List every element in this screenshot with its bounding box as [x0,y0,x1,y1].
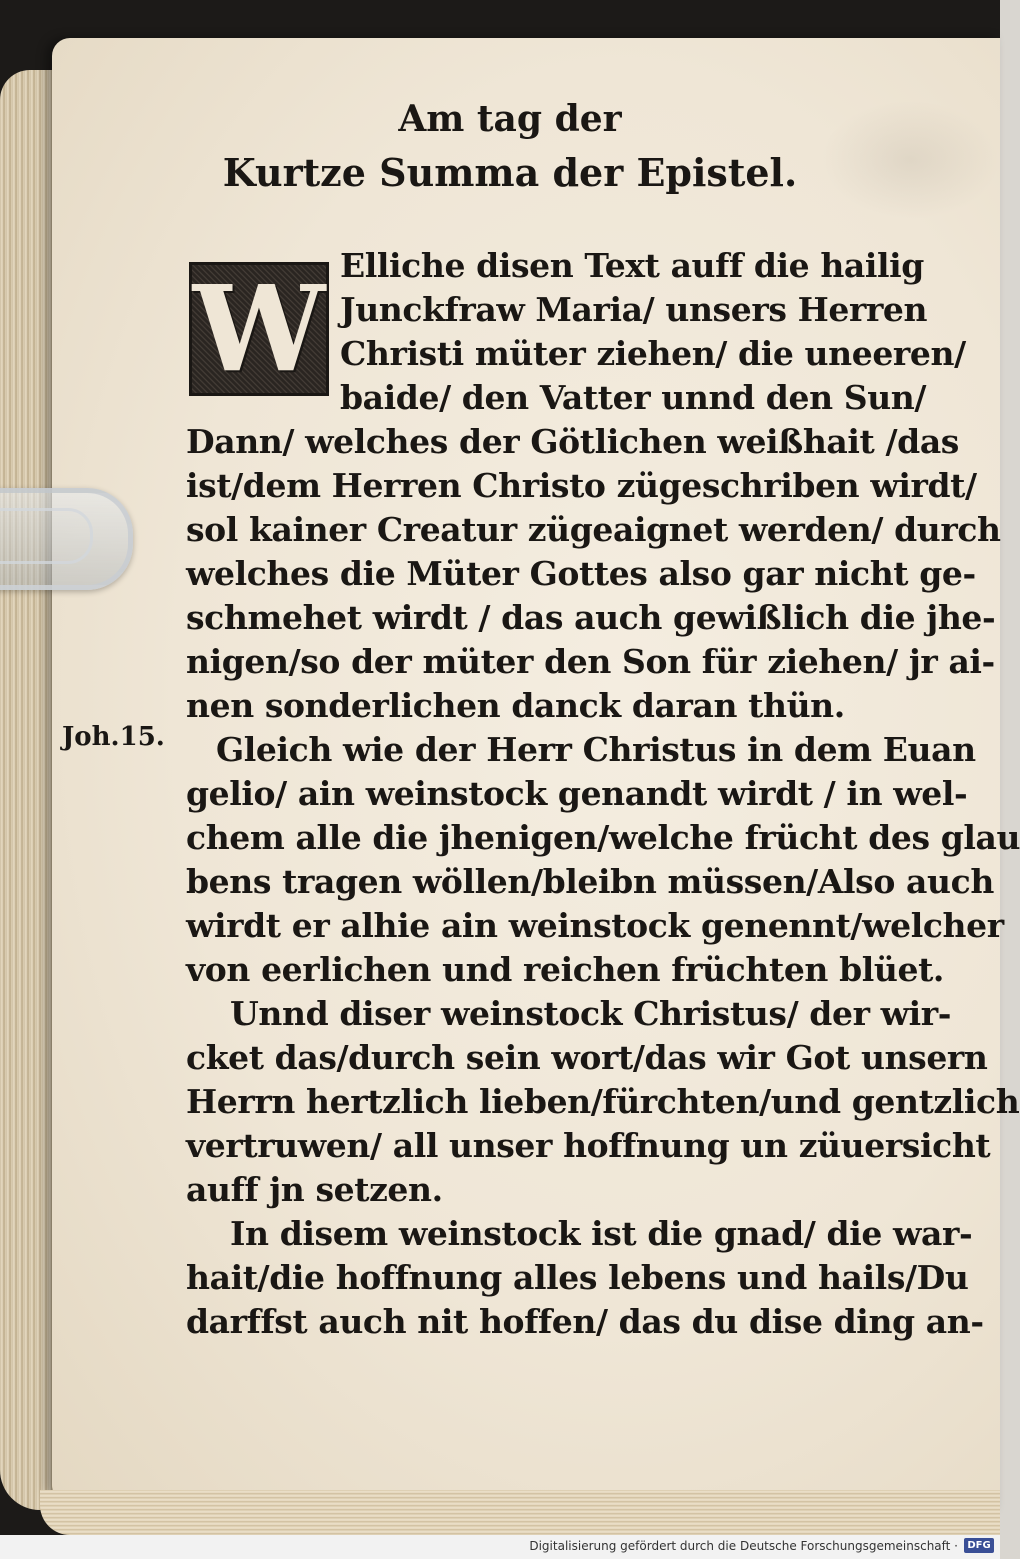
body-line: cket das/durch sein wort/das wir Got unsern [186,1038,988,1077]
body-line: welches die Müter Gottes also gar nicht ge- [186,554,976,593]
heading-line-1: Am tag der [398,98,622,140]
body-line: hait/die hoffnung alles lebens und hails/Du [186,1258,969,1297]
body-line: Christi müter ziehen/ die uneeren/ [340,334,966,373]
body-line: bens tragen wöllen/bleibn müssen/Also auch [186,862,994,901]
body-line: nigen/so der müter den Son für ziehen/ jr ai- [186,642,995,681]
page-holder-clip-inner [0,508,93,564]
body-line: Unnd diser weinstock Christus/ der wir- [230,994,952,1033]
body-line: In disem weinstock ist die gnad/ die war- [230,1214,973,1253]
heading-line-2: Kurtze Summa der Epistel. [222,150,798,195]
body-line: gelio/ ain weinstock genandt wirdt / in wel- [186,774,968,813]
body-line: wirdt er alhie ain weinstock genennt/welcher [186,906,1004,945]
body-line: schmehet wirdt / das auch gewißlich die jhe- [186,598,996,637]
footer-credit: Digitalisierung gefördert durch die Deutsche Forschungsgemeinschaft · [529,1539,958,1553]
decorated-initial [189,259,329,398]
body-line: ist/dem Herren Christo zügeschriben wirdt/ [186,466,977,505]
body-line: chem alle die jhenigen/welche frücht des glau [186,818,1020,857]
margin-note: Joh.15. [62,722,165,752]
body-line: Gleich wie der Herr Christus in dem Euan [216,730,976,769]
body-line: sol kainer Creatur zügeaignet werden/ durch [186,510,1001,549]
body-line: Herrn hertzlich lieben/fürchten/und gentzlich [186,1082,1020,1121]
body-line: auff jn setzen. [186,1170,443,1209]
body-line: baide/ den Vatter unnd den Sun/ [340,378,927,417]
body-line: von eerlichen und reichen früchten blüet. [186,950,945,989]
body-line: darffst auch nit hoffen/ das du dise ding an- [186,1302,984,1341]
body-line: vertruwen/ all unser hoffnung un züuersicht [186,1126,991,1165]
initial-letter: W [192,259,326,398]
body-line: Dann/ welches der Götlichen weißhait /das [186,422,959,461]
body-line: nen sonderlichen danck daran thün. [186,686,845,725]
ink-bleed [820,100,1000,220]
body-line: Junckfraw Maria/ unsers Herren [340,290,928,329]
dfg-logo: DFG [964,1538,994,1553]
body-line: Elliche disen Text auff die hailig [340,246,924,285]
page-stack-bottom [40,1490,1000,1535]
